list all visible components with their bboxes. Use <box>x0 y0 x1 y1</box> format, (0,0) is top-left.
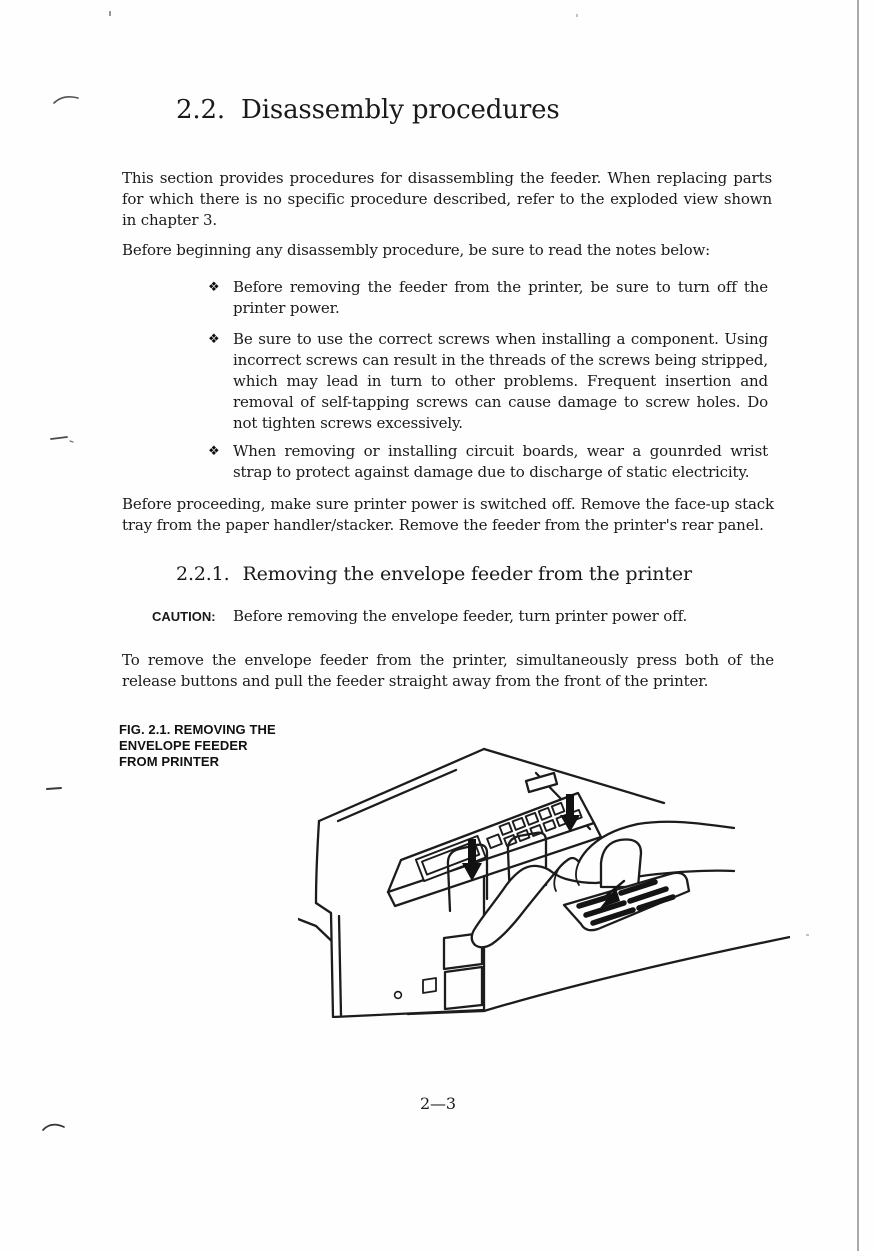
note-text: When removing or installing circuit boards, wear a gounrded wrist strap to protect against damage due to discharge of static electricity. <box>233 442 768 481</box>
margin-mark <box>41 1119 67 1133</box>
note-text: Be sure to use the correct screws when installing a component. Using incorrect screws can result in the threads of the screws being stripped, which may lead in turn to other problems. Frequent insertion and removal of self-tapping screws can cause damage to screw holes. Do not tighten screws excessively. <box>233 330 768 432</box>
speck <box>806 934 809 936</box>
figure-caption-line: FROM PRINTER <box>119 754 220 769</box>
paragraph-intro: This section provides procedures for disassembling the feeder. When replacing parts for which there is no specific procedure described, refer to the exploded view shown in chapter 3. <box>122 169 772 229</box>
diamond-bullet-icon: ❖ <box>208 444 220 459</box>
paragraph-notes-intro: Before beginning any disassembly procedure, be sure to read the notes below: <box>122 241 711 259</box>
diamond-bullet-icon: ❖ <box>208 332 220 347</box>
subsection-heading <box>176 563 692 585</box>
margin-mark <box>46 784 68 794</box>
figure-caption-line: ENVELOPE FEEDER <box>119 738 248 753</box>
diamond-bullet-icon: ❖ <box>208 280 220 295</box>
note-item <box>208 329 768 434</box>
figure-caption-line: FIG. 2.1. REMOVING THE <box>119 722 276 737</box>
section-heading <box>176 95 560 125</box>
scan-edge-line <box>857 0 859 1251</box>
subsection-title: Removing the envelope feeder from the printer <box>242 563 692 585</box>
subsection-number: 2.2.1. <box>176 563 230 585</box>
paragraph-remove-feeder: To remove the envelope feeder from the printer, simultaneously press both of the release buttons and pull the feeder straight away from the front of the printer. <box>122 651 774 690</box>
note-text: Before removing the feeder from the printer, be sure to turn off the printer power. <box>233 278 768 317</box>
margin-mark <box>52 92 82 106</box>
margin-mark <box>50 433 76 445</box>
figure-caption <box>119 722 309 770</box>
page-number: 2—3 <box>420 1094 456 1113</box>
note-item <box>208 277 768 319</box>
section-number: 2.2. <box>176 95 226 125</box>
section-title: Disassembly procedures <box>241 95 560 125</box>
caution-text: Before removing the envelope feeder, turn printer power off. <box>233 607 688 625</box>
note-item <box>208 441 768 483</box>
paragraph-before-proceeding: Before proceeding, make sure printer power is switched off. Remove the face-up stack tray from the paper handler/stacker. Remove the feeder from the printer's rear panel. <box>122 495 774 534</box>
speck <box>109 11 111 16</box>
printer-envelope-feeder-illustration <box>298 733 790 1018</box>
speck <box>576 14 578 17</box>
caution-label: CAUTION: <box>152 609 216 624</box>
